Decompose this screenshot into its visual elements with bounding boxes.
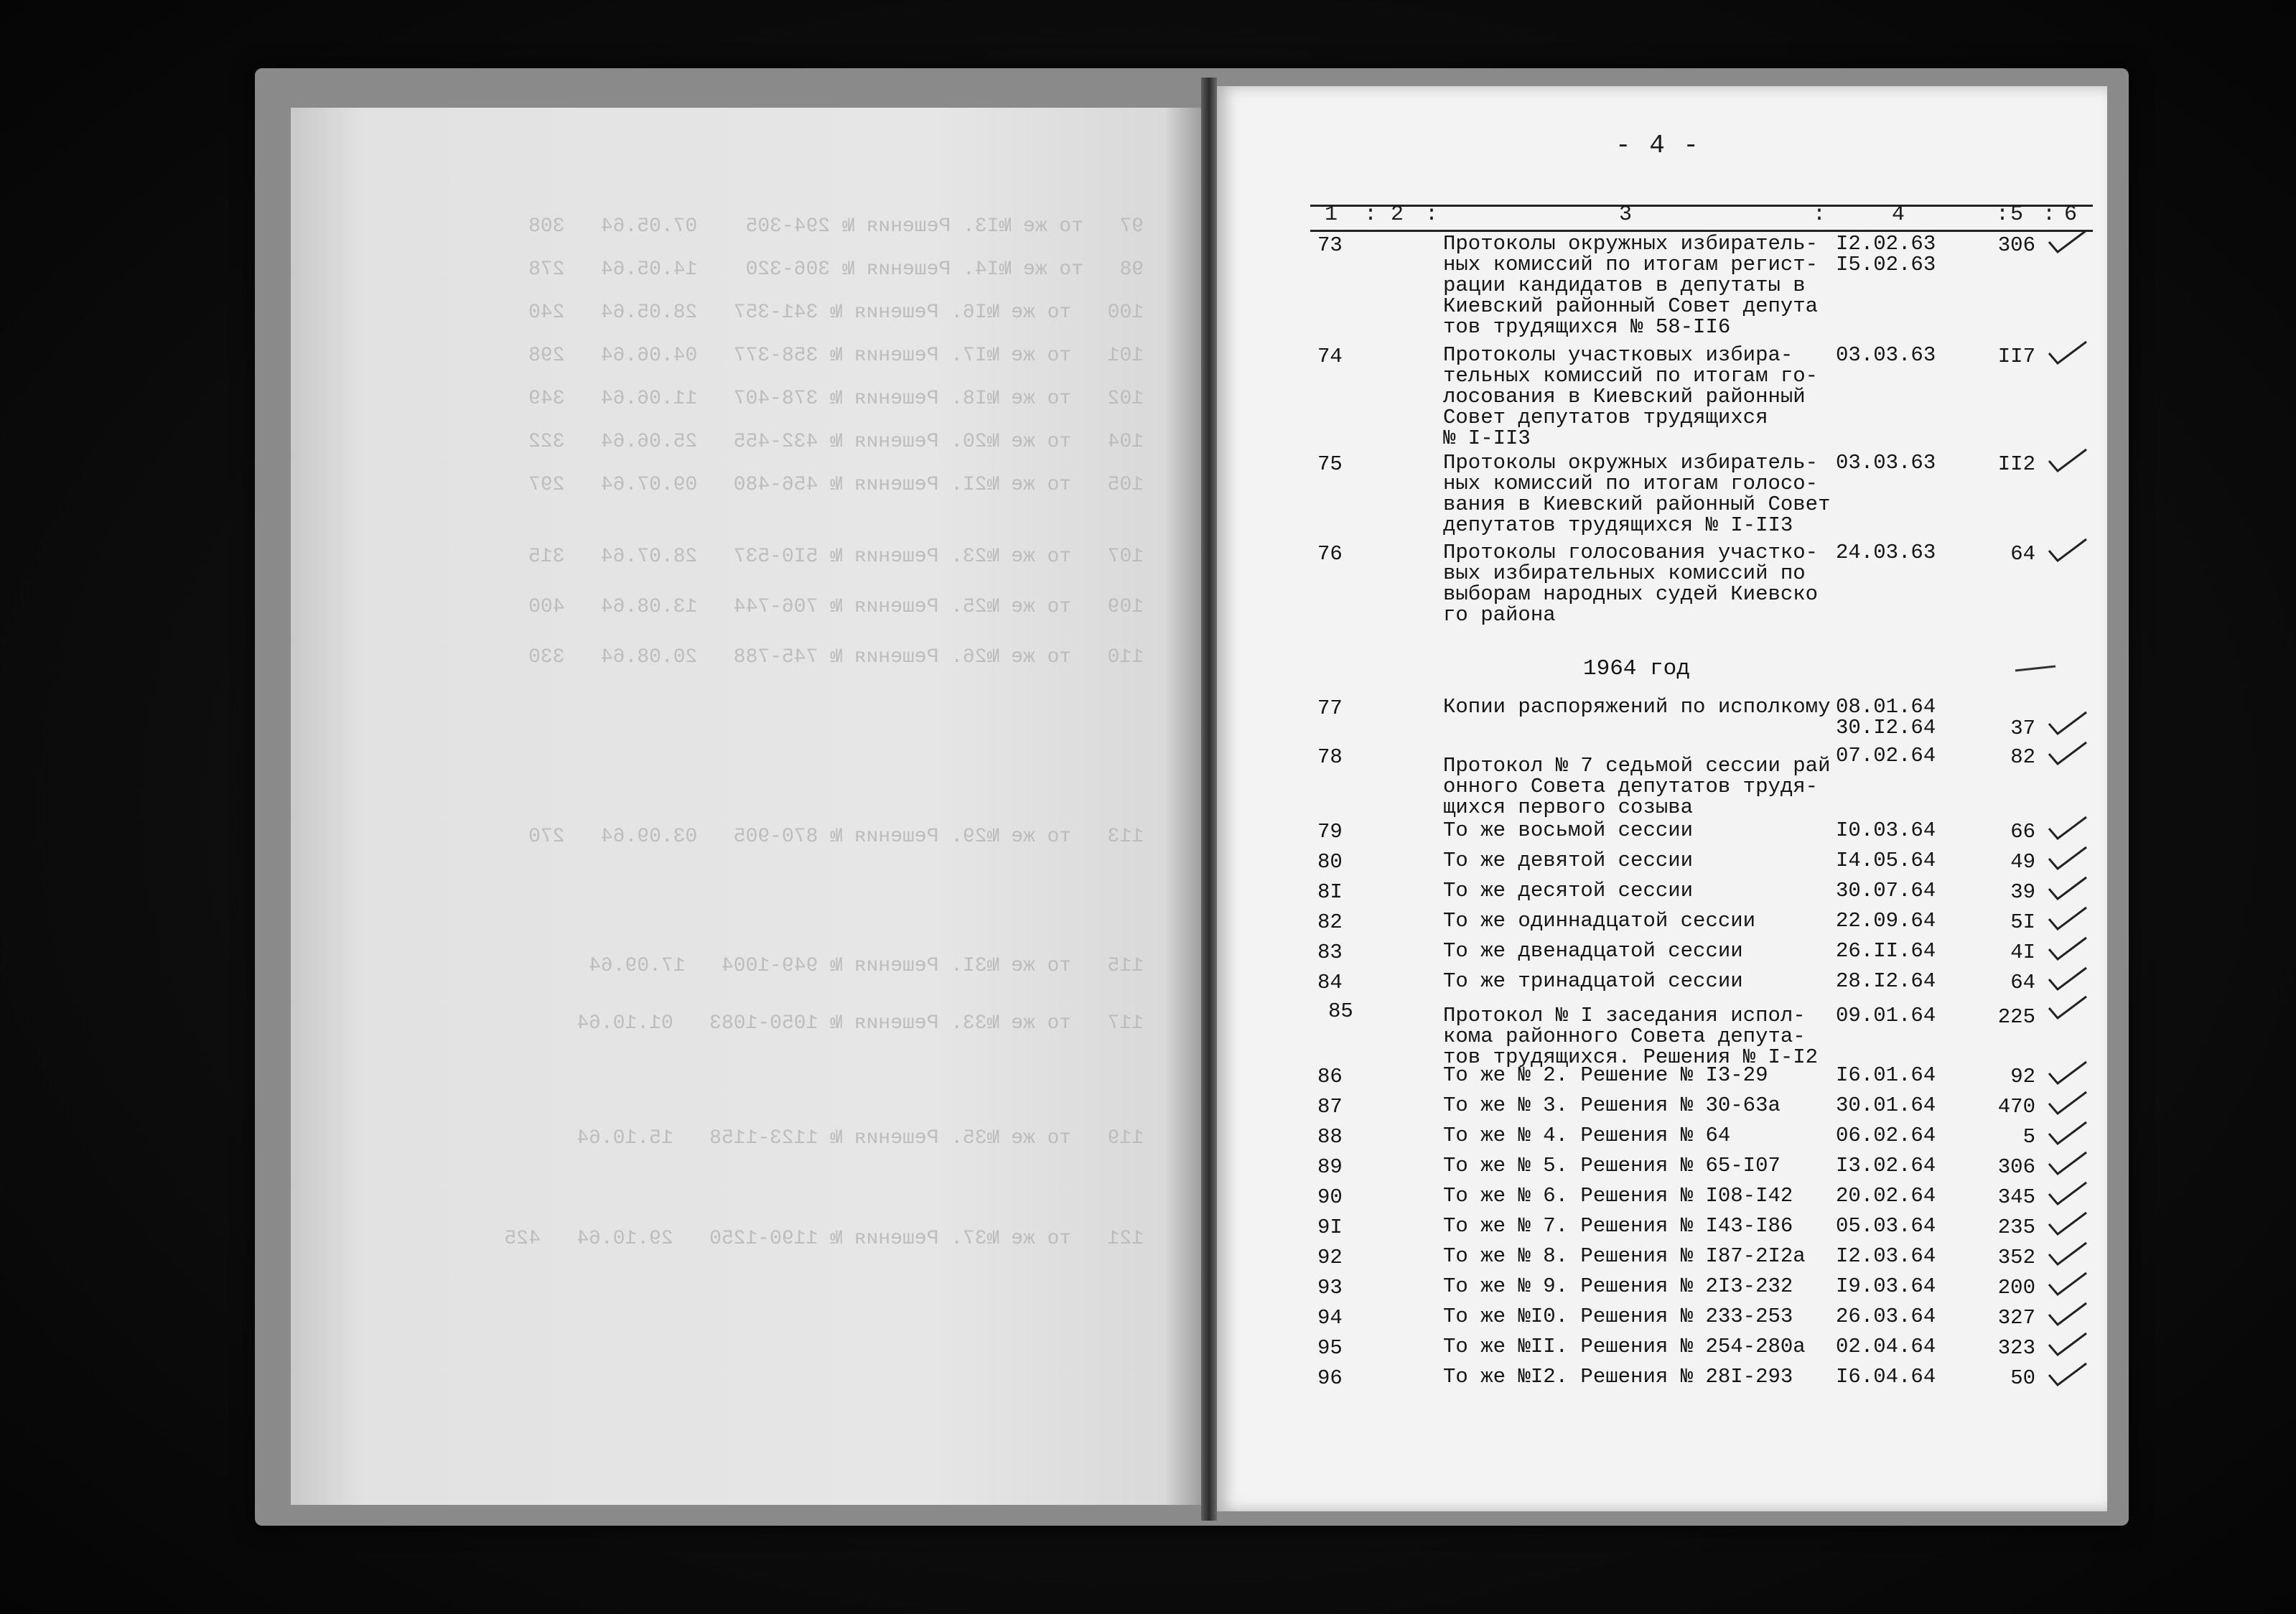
row-description: То же № 2. Решение № I3-29 bbox=[1443, 1063, 1768, 1087]
check-mark-icon bbox=[2046, 1119, 2089, 1148]
row-sheet-count: 5 bbox=[2022, 1125, 2035, 1149]
row-number: 75 bbox=[1317, 452, 1343, 476]
row-description: То же девятой сессии bbox=[1443, 849, 1694, 872]
row-description: То же № 8. Решения № I87-2I2а bbox=[1443, 1244, 1806, 1268]
row-number: 73 bbox=[1317, 233, 1343, 257]
row-sheet-count: 235 bbox=[1997, 1216, 2035, 1239]
page-number: - 4 - bbox=[1615, 131, 1701, 160]
row-sheet-count: 225 bbox=[1997, 1005, 2035, 1029]
row-dates: 08.01.64 30.I2.64 bbox=[1836, 695, 1936, 740]
row-sheet-count: 92 bbox=[2010, 1065, 2035, 1088]
row-sheet-count: 50 bbox=[2010, 1366, 2035, 1390]
row-sheet-count: 64 bbox=[2010, 542, 2035, 566]
row-sheet-count: 64 bbox=[2010, 971, 2035, 994]
check-mark-icon bbox=[2046, 1270, 2089, 1299]
row-dates: I2.03.64 bbox=[1836, 1244, 1936, 1268]
col-head-4: 4 bbox=[1892, 202, 1905, 227]
row-sheet-count: 4I bbox=[2010, 941, 2035, 964]
row-number: 77 bbox=[1317, 696, 1343, 720]
row-dates: 30.01.64 bbox=[1836, 1093, 1936, 1117]
row-number: 84 bbox=[1317, 971, 1343, 994]
row-dates: I4.05.64 bbox=[1836, 849, 1936, 872]
row-number: 94 bbox=[1317, 1306, 1343, 1330]
row-description: То же №II. Решения № 254-280а bbox=[1443, 1335, 1806, 1358]
row-number: 87 bbox=[1317, 1095, 1343, 1119]
row-sheet-count: 323 bbox=[1997, 1336, 2035, 1360]
check-mark-icon bbox=[2046, 740, 2089, 768]
row-description: Протоколы окружных избиратель- ных комиссий по итогам голосо- вания в Киевский районный Совет депутатов трудящихся № I-II3 bbox=[1443, 451, 1831, 537]
row-sheet-count: 5I bbox=[2010, 910, 2035, 934]
column-headers: 1 2 3 4 5 6 : : : : : bbox=[1325, 202, 2078, 227]
row-sheet-count: 200 bbox=[1997, 1276, 2035, 1300]
row-dates: 03.03.63 bbox=[1836, 451, 1936, 475]
row-sheet-count: 306 bbox=[1997, 1155, 2035, 1179]
row-number: 83 bbox=[1317, 941, 1343, 964]
check-mark-icon bbox=[2046, 905, 2089, 933]
row-description: То же двенадцатой сессии bbox=[1443, 939, 1743, 963]
row-dates: 06.02.64 bbox=[1836, 1124, 1936, 1147]
col-head-3: 3 bbox=[1619, 202, 1633, 227]
row-dates: I6.04.64 bbox=[1836, 1365, 1936, 1389]
check-mark-icon bbox=[2046, 228, 2089, 256]
left-page-blank bbox=[291, 108, 1201, 1505]
col-head-2: 2 bbox=[1391, 202, 1404, 227]
row-dates: 20.02.64 bbox=[1836, 1184, 1936, 1208]
row-sheet-count: 352 bbox=[1997, 1246, 2035, 1269]
row-description: Протоколы участковых избира- тельных комиссий по итогам го- лосования в Киевский районный Совет депутатов трудящихся № I-II3 bbox=[1443, 343, 1819, 450]
row-description: То же тринадцатой сессии bbox=[1443, 969, 1743, 993]
row-number: 86 bbox=[1317, 1065, 1343, 1088]
row-sheet-count: II2 bbox=[1997, 452, 2035, 476]
row-dates: I9.03.64 bbox=[1836, 1274, 1936, 1298]
row-description: Протоколы окружных избиратель- ных комиссий по итогам регист- рации кандидатов в депутаты в Киевский районный Совет депута тов трудящихся № 58-II6 bbox=[1443, 232, 1819, 339]
check-mark-icon bbox=[2046, 1149, 2089, 1178]
check-mark-icon bbox=[2046, 447, 2089, 475]
row-dates: 03.03.63 bbox=[1836, 343, 1936, 367]
check-mark-icon bbox=[2046, 844, 2089, 873]
row-sheet-count: 37 bbox=[2010, 717, 2035, 740]
row-number: 92 bbox=[1317, 1246, 1343, 1269]
right-page bbox=[1217, 86, 2107, 1511]
row-number: 80 bbox=[1317, 850, 1343, 874]
row-description: То же № 3. Решения № 30-63а bbox=[1443, 1093, 1781, 1117]
col-head-1: 1 bbox=[1325, 202, 1338, 227]
row-dates: 26.03.64 bbox=[1836, 1305, 1936, 1328]
row-dates: I2.02.63 I5.02.63 bbox=[1836, 232, 1936, 276]
row-sheet-count: II7 bbox=[1997, 345, 2035, 368]
row-dates: 26.II.64 bbox=[1836, 939, 1936, 963]
row-sheet-count: 82 bbox=[2010, 745, 2035, 769]
row-sheet-count: 66 bbox=[2010, 820, 2035, 844]
row-dates: 24.03.63 bbox=[1836, 541, 1936, 564]
check-mark-icon bbox=[2046, 1300, 2089, 1329]
row-sheet-count: 306 bbox=[1997, 233, 2035, 257]
row-description: То же восьмой сессии bbox=[1443, 818, 1694, 842]
row-dates: 09.01.64 bbox=[1836, 1004, 1936, 1027]
check-mark-icon bbox=[2046, 1361, 2089, 1389]
row-sheet-count: 327 bbox=[1997, 1306, 2035, 1330]
col-head-6: 6 bbox=[2064, 202, 2078, 227]
check-mark-icon bbox=[2046, 1180, 2089, 1208]
check-mark-icon bbox=[2046, 1210, 2089, 1239]
check-mark-icon bbox=[2046, 1059, 2089, 1088]
row-number: 74 bbox=[1317, 345, 1343, 368]
pen-tick-mark bbox=[2014, 661, 2057, 675]
row-description: То же десятой сессии bbox=[1443, 879, 1694, 902]
row-description: То же №I0. Решения № 233-253 bbox=[1443, 1305, 1793, 1328]
row-dates: I6.01.64 bbox=[1836, 1063, 1936, 1087]
book-gutter bbox=[1201, 78, 1217, 1521]
row-dates: 02.04.64 bbox=[1836, 1335, 1936, 1358]
row-number: 89 bbox=[1317, 1155, 1343, 1179]
row-dates: I0.03.64 bbox=[1836, 818, 1936, 842]
row-description: То же одиннадцатой сессии bbox=[1443, 909, 1756, 933]
row-description: Протоколы голосования участко- вых избирательных комиссий по выборам народных судей Киевско го района bbox=[1443, 541, 1819, 627]
row-description: Протокол № I заседания испол- кома районного Совета депута- тов трудящихся. Решения № I-I2 bbox=[1443, 1004, 1819, 1069]
col-head-5: 5 bbox=[2010, 202, 2024, 227]
row-dates: 07.02.64 bbox=[1836, 744, 1936, 768]
check-mark-icon bbox=[2046, 536, 2089, 565]
row-dates: 30.07.64 bbox=[1836, 879, 1936, 902]
check-mark-icon bbox=[2046, 994, 2089, 1022]
row-sheet-count: 39 bbox=[2010, 880, 2035, 904]
check-mark-icon bbox=[2046, 965, 2089, 994]
row-number: 82 bbox=[1317, 910, 1343, 934]
row-number: 93 bbox=[1317, 1276, 1343, 1300]
row-description: То же № 4. Решения № 64 bbox=[1443, 1124, 1731, 1147]
year-heading: 1964 год bbox=[1583, 656, 1690, 681]
row-sheet-count: 470 bbox=[1997, 1095, 2035, 1119]
check-mark-icon bbox=[2046, 1330, 2089, 1359]
row-sheet-count: 49 bbox=[2010, 850, 2035, 874]
row-description: То же № 9. Решения № 2I3-232 bbox=[1443, 1274, 1793, 1298]
row-number: 79 bbox=[1317, 820, 1343, 844]
row-dates: 22.09.64 bbox=[1836, 909, 1936, 933]
row-number: 78 bbox=[1317, 745, 1343, 769]
row-number: 9I bbox=[1317, 1216, 1343, 1239]
row-number: 76 bbox=[1317, 542, 1343, 566]
row-description: То же № 5. Решения № 65-I07 bbox=[1443, 1154, 1781, 1177]
row-dates: 05.03.64 bbox=[1836, 1214, 1936, 1238]
check-mark-icon bbox=[2046, 874, 2089, 903]
row-number: 8I bbox=[1317, 880, 1343, 904]
row-description: Копии распоряжений по исполкому bbox=[1443, 695, 1831, 719]
row-number: 90 bbox=[1317, 1185, 1343, 1209]
row-number: 96 bbox=[1317, 1366, 1343, 1390]
row-dates: 28.I2.64 bbox=[1836, 969, 1936, 993]
row-dates: I3.02.64 bbox=[1836, 1154, 1936, 1177]
row-sheet-count: 345 bbox=[1997, 1185, 2035, 1209]
check-mark-icon bbox=[2046, 339, 2089, 368]
row-description: То же № 6. Решения № I08-I42 bbox=[1443, 1184, 1793, 1208]
check-mark-icon bbox=[2046, 1240, 2089, 1269]
check-mark-icon bbox=[2046, 814, 2089, 843]
row-description: То же №I2. Решения № 28I-293 bbox=[1443, 1365, 1793, 1389]
check-mark-icon bbox=[2046, 935, 2089, 964]
check-mark-icon bbox=[2046, 1089, 2089, 1118]
row-number: 88 bbox=[1317, 1125, 1343, 1149]
row-description: То же № 7. Решения № I43-I86 bbox=[1443, 1214, 1793, 1238]
row-number: 95 bbox=[1317, 1336, 1343, 1360]
row-number: 85 bbox=[1328, 999, 1353, 1023]
row-description: Протокол № 7 седьмой сессии рай онного Совета депутатов трудя- щихся первого созыва bbox=[1443, 754, 1831, 819]
bleed-through-text: 97 то же №I3. Решения № 294-305 07.05.64 308 98 то же №I4. Решения № 306-320 14.05.64 278 100 то же №I6. Решения № 341-357 28.05.64 240 101 то же №I7. Решения № 358-377 04.06.64 298 102 то же №I8. Решения № 378-407 11.06.64 349 104 то же №20. Решения № 432-455 25.06.64 322 105 то же №2I. Решения № 456-480 09.07.64 297 107 то же №23. Решения № 5I0-537 28.07.64 315 109 то же №25. Решения № 706-744 13.08.64 400 110 то же №26. Решения № 745-788 20.08.64 330 113 то же №29. Решения № 870-905 03.09.64 270 115 то же №3I. Решения № 949-1004 17.09.64 117 то же №33. Решения № 1050-1083 01.10.64 119 то же №35. Решения № 1123-1158 15.10.64 121 то же №37. Решения № 1190-1250 29.10.64 425 bbox=[504, 215, 1144, 1250]
check-mark-icon bbox=[2046, 709, 2089, 738]
